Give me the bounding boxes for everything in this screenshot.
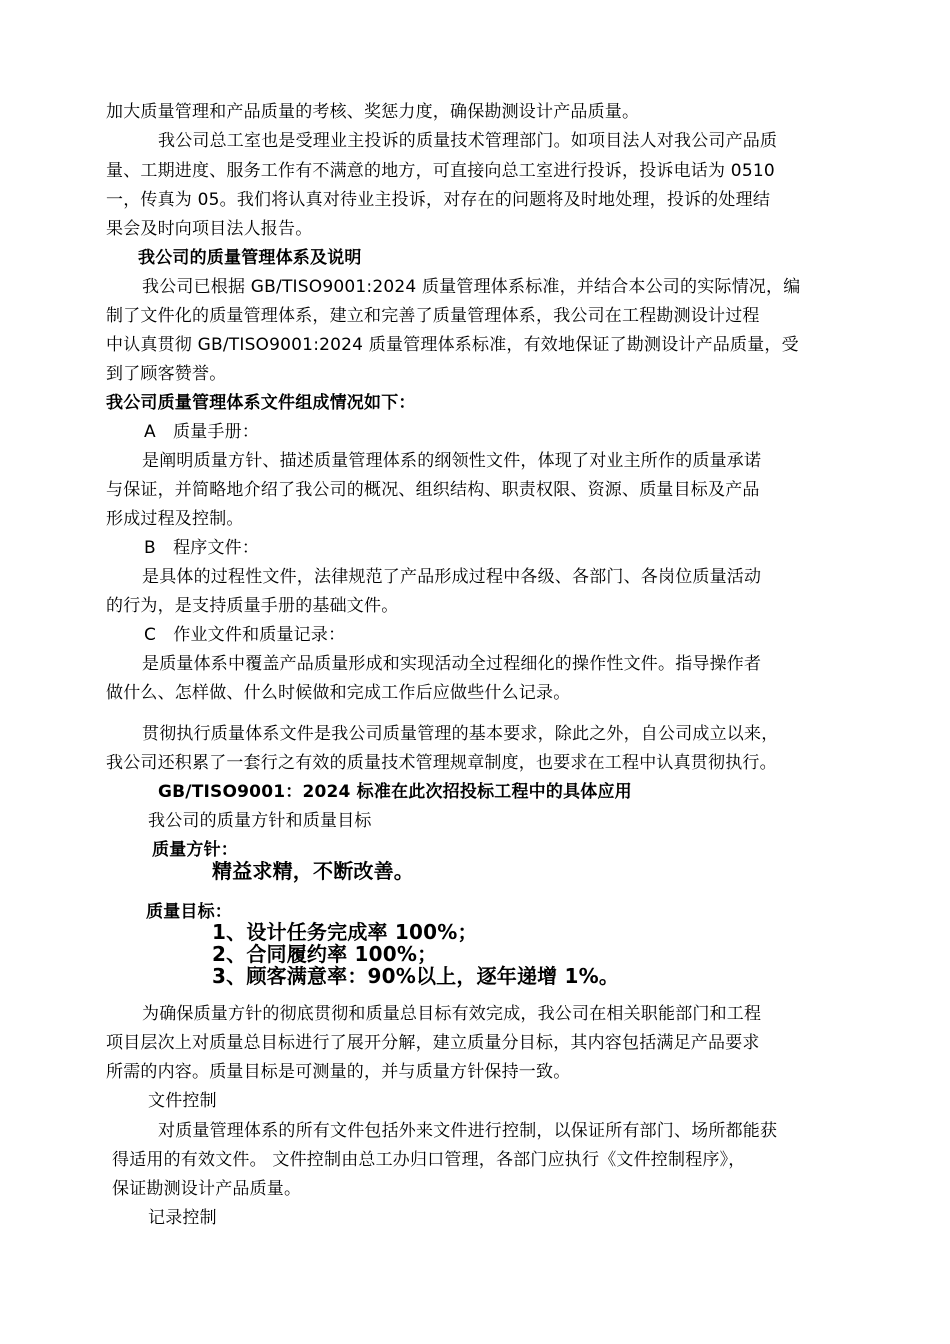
text-line: 是质量体系中覆盖产品质量形成和实现活动全过程细化的操作性文件。指导操作者: [142, 654, 762, 674]
quality-policy-label: 质量方针：: [152, 840, 238, 860]
text-line: 到了顾客赞誉。: [106, 364, 227, 384]
sub-heading: 文件控制: [148, 1091, 217, 1111]
list-label: A 质量手册：: [144, 422, 260, 442]
text-line: 项目层次上对质量总目标进行了展开分解，建立质量分目标，其内容包括满足产品要求: [106, 1033, 760, 1053]
section-heading: 我公司的质量管理体系及说明: [138, 248, 362, 268]
text-line: 的行为，是支持质量手册的基础文件。: [106, 596, 399, 616]
text-line: 做什么、怎样做、什么时候做和完成工作后应做些什么记录。: [106, 683, 571, 703]
text-line: 是具体的过程性文件，法律规范了产品形成过程中各级、各部门、各岗位质量活动: [142, 567, 762, 587]
section-heading: 我公司质量管理体系文件组成情况如下：: [106, 393, 416, 413]
text-line: 贯彻执行质量体系文件是我公司质量管理的基本要求，除此之外，自公司成立以来，: [142, 724, 779, 744]
sub-heading: 记录控制: [148, 1208, 217, 1228]
list-label: C 作业文件和质量记录：: [144, 625, 346, 645]
quality-goal-item: 2、合同履约率 100%；: [212, 942, 438, 966]
text-line: 量、工期进度、服务工作有不满意的地方，可直接向总工室进行投诉，投诉电话为 0510: [106, 161, 775, 181]
text-line: 形成过程及控制。: [106, 509, 244, 529]
text-line: 得适用的有效文件。 文件控制由总工办归口管理，各部门应执行《文件控制程序》，: [112, 1150, 746, 1170]
sub-heading: 我公司的质量方针和质量目标: [148, 811, 372, 831]
list-label: B 程序文件：: [144, 538, 260, 558]
quality-goal-item: 3、顾客满意率：90%以上，逐年递增 1%。: [212, 964, 620, 988]
text-line: 中认真贯彻 GB/TISO9001:2024 质量管理体系标准，有效地保证了勘测设计产品质量，受: [106, 335, 799, 355]
text-line: 一，传真为 05。我们将认真对待业主投诉，对存在的问题将及时地处理，投诉的处理结: [106, 190, 771, 210]
text-line: 我公司已根据 GB/TISO9001:2024 质量管理体系标准，并结合本公司的实际情况，编: [142, 277, 801, 297]
quality-goal-item: 1、设计任务完成率 100%；: [212, 920, 478, 944]
quality-goals-label: 质量目标：: [146, 902, 232, 922]
text-line: 对质量管理体系的所有文件包括外来文件进行控制，以保证所有部门、场所都能获: [158, 1121, 778, 1141]
text-line: 为确保质量方针的彻底贯彻和质量总目标有效完成，我公司在相关职能部门和工程: [142, 1004, 762, 1024]
text-line: 制了文件化的质量管理体系，建立和完善了质量管理体系，我公司在工程勘测设计过程: [106, 306, 760, 326]
section-heading: GB/TISO9001：2024 标准在此次招投标工程中的具体应用: [158, 782, 632, 802]
text-line: 果会及时向项目法人报告。: [106, 219, 313, 239]
text-line: 所需的内容。质量目标是可测量的，并与质量方针保持一致。: [106, 1062, 571, 1082]
text-line: 与保证，并简略地介绍了我公司的概况、组织结构、职责权限、资源、质量目标及产品: [106, 480, 760, 500]
text-line: 保证勘测设计产品质量。: [112, 1179, 302, 1199]
text-line: 是阐明质量方针、描述质量管理体系的纲领性文件，体现了对业主所作的质量承诺: [142, 451, 762, 471]
text-line: 我公司总工室也是受理业主投诉的质量技术管理部门。如项目法人对我公司产品质: [158, 131, 778, 151]
quality-policy-text: 精益求精，不断改善。: [212, 859, 414, 883]
text-line: 我公司还积累了一套行之有效的质量技术管理规章制度，也要求在工程中认真贯彻执行。: [106, 753, 777, 773]
text-line: 加大质量管理和产品质量的考核、奖惩力度，确保勘测设计产品质量。: [106, 102, 640, 122]
